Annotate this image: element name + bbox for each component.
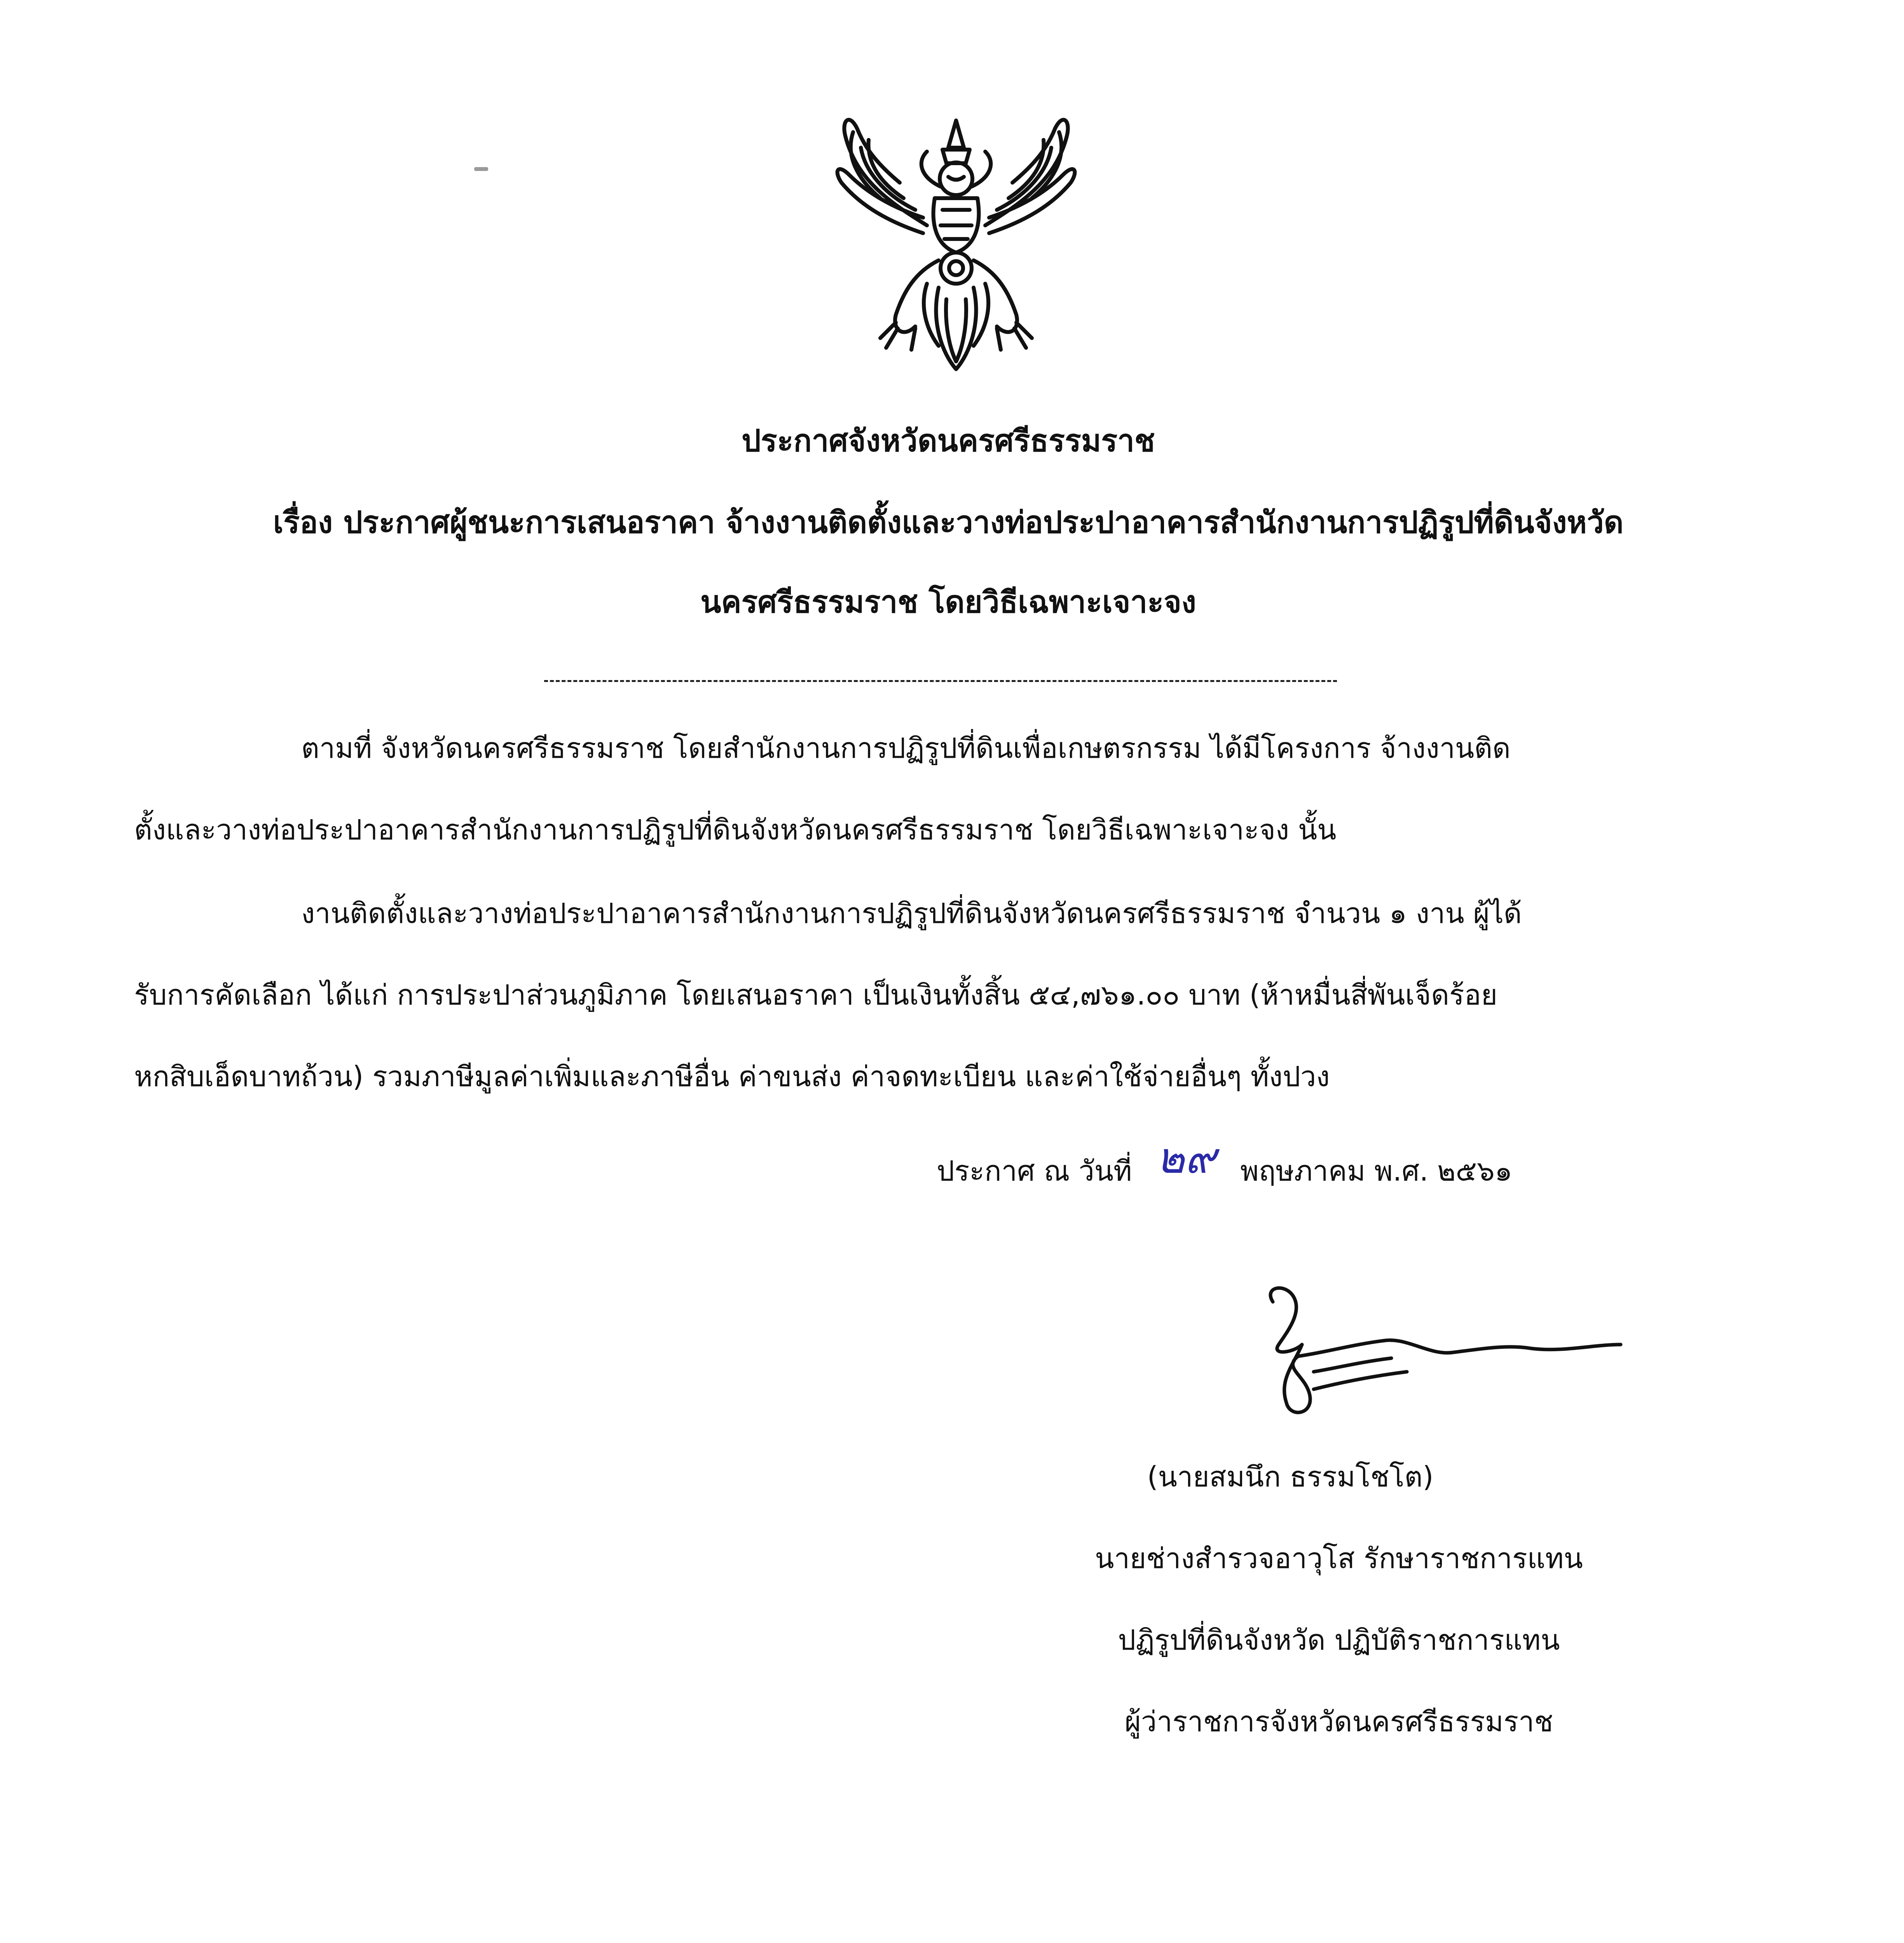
handwritten-day: ๒๙: [1156, 1133, 1216, 1183]
date-suffix: พฤษภาคม พ.ศ. ๒๕๖๑: [1240, 1155, 1513, 1187]
announcement-subject-line2: นครศรีธรรมราช โดยวิธีเฉพาะเจาะจง: [700, 585, 1196, 620]
paragraph2-line1: งานติดตั้งและวางท่อประปาอาคารสำนักงานการปฏิรูปที่ดินจังหวัดนครศรีธรรมราช จำนวน ๑ งาน ผู้ได้: [301, 897, 1522, 930]
paragraph1-line2: ตั้งและวางท่อประปาอาคารสำนักงานการปฏิรูปที่ดินจังหวัดนครศรีธรรมราช โดยวิธีเฉพาะเจาะจง นั้น: [134, 813, 1337, 846]
signatory-name: (นายสมนึก ธรรมโชโต): [1147, 1460, 1434, 1493]
announcement-date: [937, 1127, 1512, 1210]
paragraph2-line2: รับการคัดเลือก ได้แก่ การประปาส่วนภูมิภาค โดยเสนอราคา เป็นเงินทั้งสิ้น ๕๔,๗๖๑.๐๐ บาท (ห้าหมื่นสี่พันเจ็ดร้อย: [134, 978, 1497, 1011]
signatory-position-2: ปฏิรูปที่ดินจังหวัด ปฏิบัติราชการแทน: [1118, 1624, 1560, 1656]
signatory-position-3: ผู้ว่าราชการจังหวัดนครศรีธรรมราช: [1124, 1705, 1553, 1738]
separator-line: [544, 657, 1337, 682]
scan-speck: [474, 167, 488, 171]
signatory-position-1: นายช่างสำรวจอาวุโส รักษาราชการแทน: [1095, 1542, 1583, 1575]
announcement-title: ประกาศจังหวัดนครศรีธรรมราช: [742, 424, 1155, 459]
announcement-subject-line1: เรื่อง ประกาศผู้ชนะการเสนอราคา จ้างงานติดตั้งและวางท่อประปาอาคารสำนักงานการปฏิรูปที่ดินจังหวัด: [273, 505, 1624, 540]
garuda-emblem-icon: [799, 105, 1113, 377]
handwritten-signature: [1236, 1278, 1628, 1426]
paragraph1-line1: ตามที่ จังหวัดนครศรีธรรมราช โดยสำนักงานการปฏิรูปที่ดินเพื่อเกษตรกรรม ได้มีโครงการ จ้างงานติด: [301, 732, 1511, 764]
paragraph2-line3: หกสิบเอ็ดบาทถ้วน) รวมภาษีมูลค่าเพิ่มและภาษีอื่น ค่าขนส่ง ค่าจดทะเบียน และค่าใช้จ่ายอื่นๆ ทั้งปวง: [134, 1060, 1330, 1093]
date-prefix: ประกาศ ณ วันที่: [937, 1155, 1132, 1187]
